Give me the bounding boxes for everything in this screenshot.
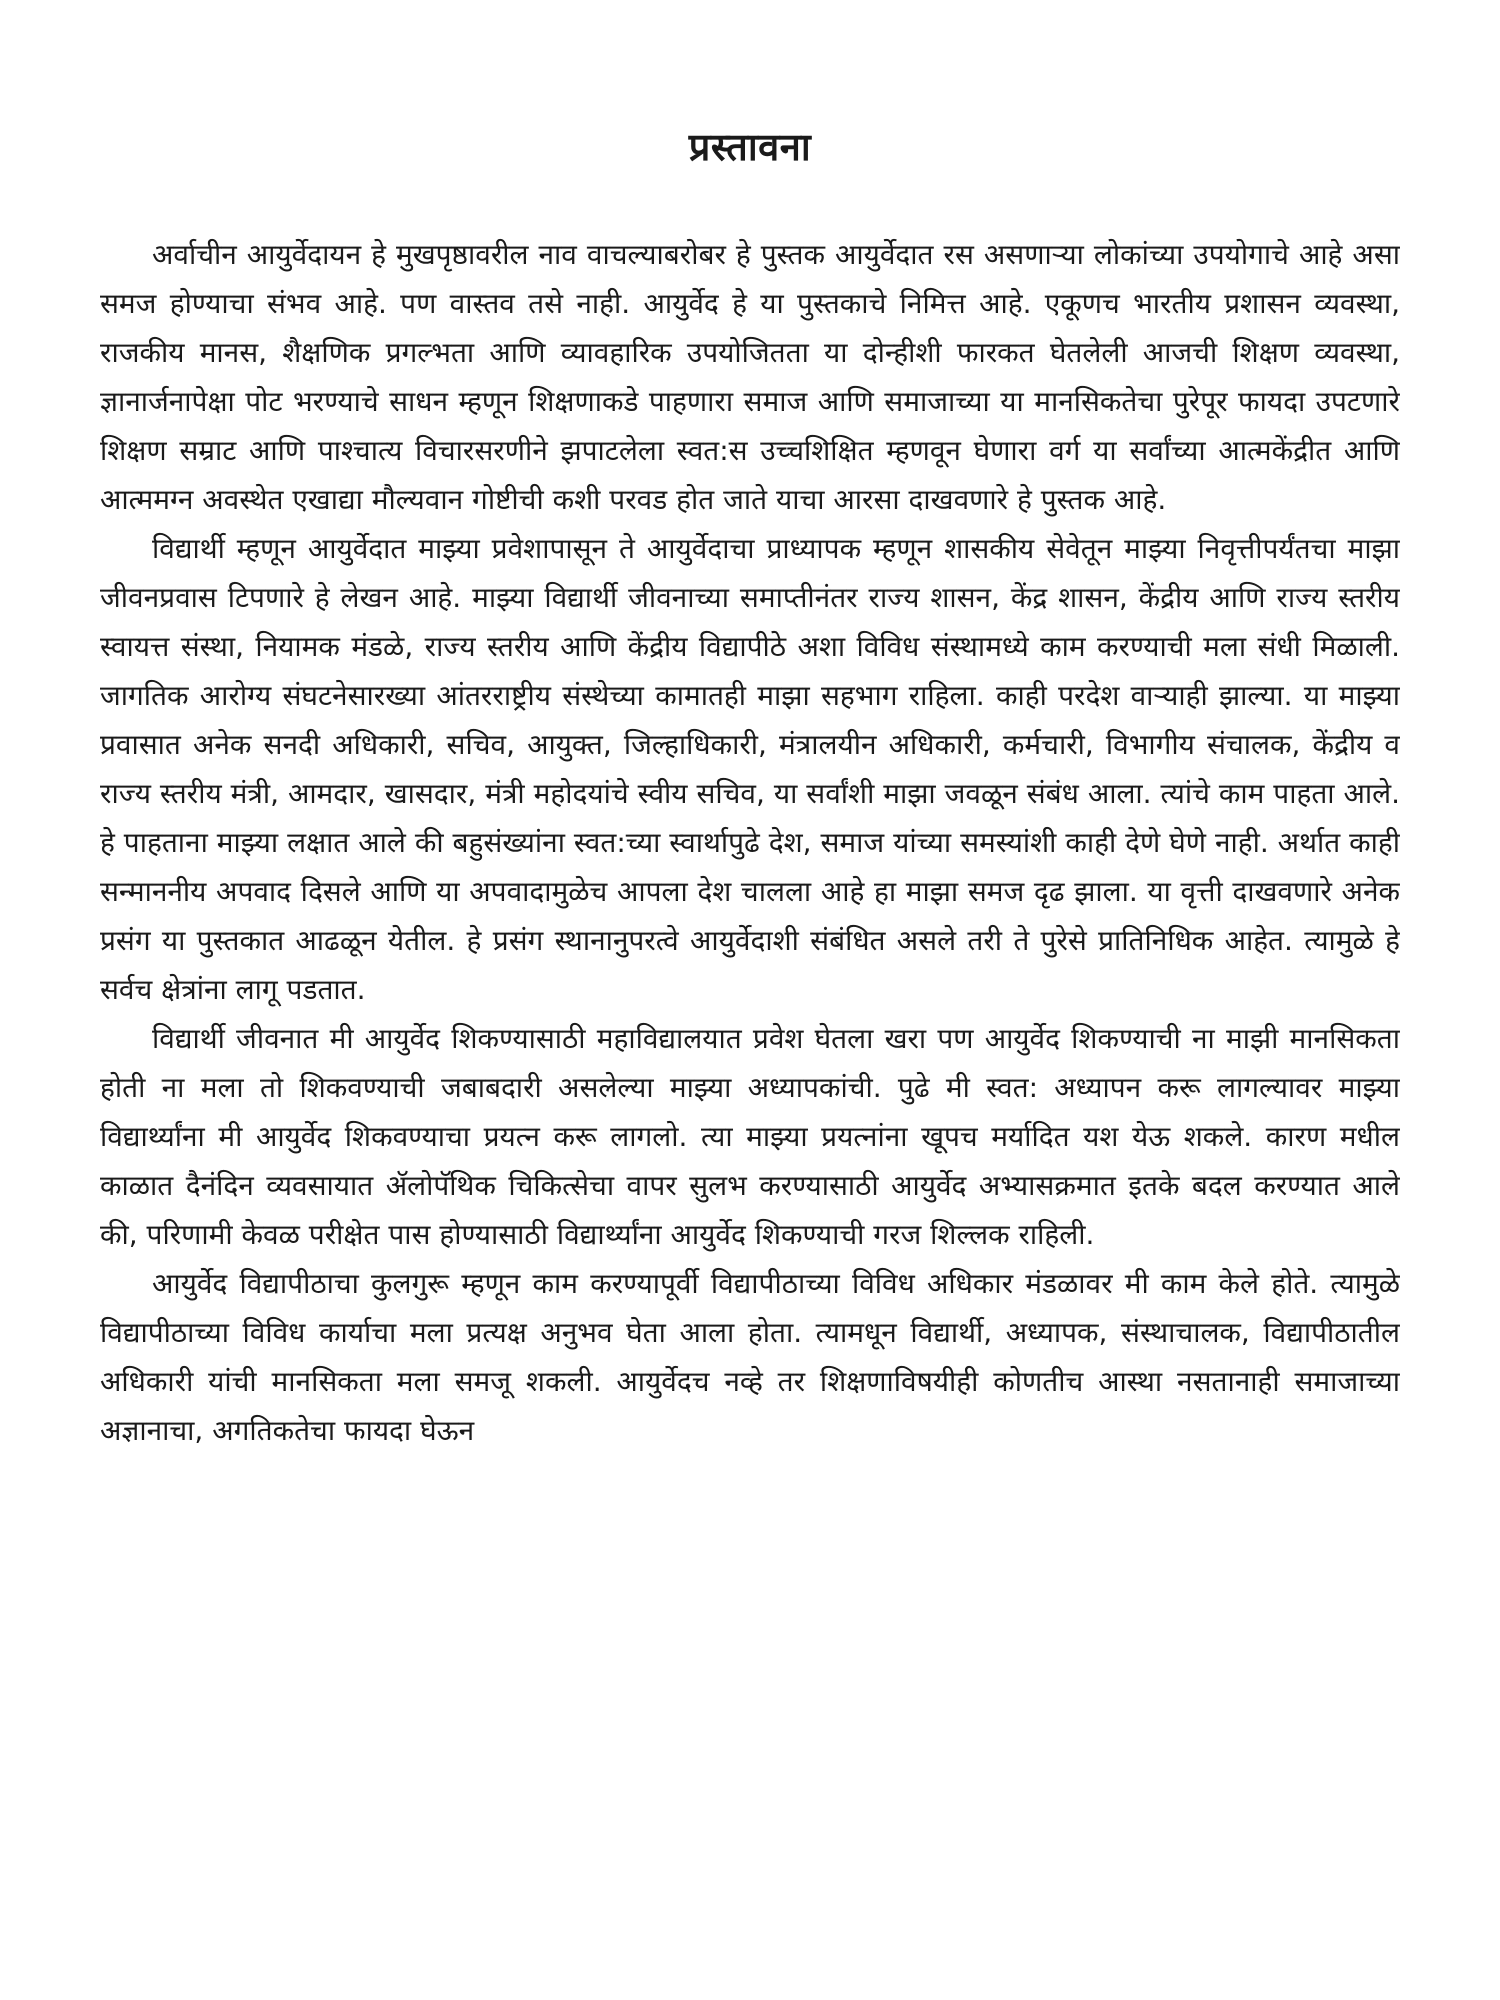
paragraph-3: विद्यार्थी जीवनात मी आयुर्वेद शिकण्यासाठी महाविद्यालयात प्रवेश घेतला खरा पण आयुर्वेद शिकण्याची ना माझी मानसिकता होती ना मला तो शिकवण्याची जबाबदारी असलेल्या माझ्या अध्यापकांची. पुढे मी स्वत: अध्यापन करू लागल्यावर माझ्या विद्यार्थ्यांना मी आयुर्वेद शिकवण्याचा प्रयत्न करू लागलो. त्या माझ्या प्रयत्नांना खूपच मर्यादित यश येऊ शकले. कारण मधील काळात दैनंदिन व्यवसायात ॲलोपॅथिक चिकित्सेचा वापर सुलभ करण्यासाठी आयुर्वेद अभ्यासक्रमात इतके बदल करण्यात आले की, परिणामी केवळ परीक्षेत पास होण्यासाठी विद्यार्थ्यांना आयुर्वेद शिकण्याची गरज शिल्लक राहिली.	[100, 1022, 1400, 1251]
paragraph-2: विद्यार्थी म्हणून आयुर्वेदात माझ्या प्रवेशापासून ते आयुर्वेदाचा प्राध्यापक म्हणून शासकीय सेवेतून माझ्या निवृत्तीपर्यंतचा माझा जीवनप्रवास टिपणारे हे लेखन आहे. माझ्या विद्यार्थी जीवनाच्या समाप्तीनंतर राज्य शासन, केंद्र शासन, केंद्रीय आणि राज्य स्तरीय स्वायत्त संस्था, नियामक मंडळे, राज्य स्तरीय आणि केंद्रीय विद्यापीठे अशा विविध संस्थामध्ये काम करण्याची मला संधी मिळाली. जागतिक आरोग्य संघटनेसारख्या आंतरराष्ट्रीय संस्थेच्या कामातही माझा सहभाग राहिला. काही परदेश वाऱ्याही झाल्या. या माझ्या प्रवासात अनेक सनदी अधिकारी, सचिव, आयुक्त, जिल्हाधिकारी, मंत्रालयीन अधिकारी, कर्मचारी, विभागीय संचालक, केंद्रीय व राज्य स्तरीय मंत्री, आमदार, खासदार, मंत्री महोदयांचे स्वीय सचिव, या सर्वांशी माझा जवळून संबंध आला. त्यांचे काम पाहता आले. हे पाहताना माझ्या लक्षात आले की बहुसंख्यांना स्वत:च्या स्वार्थापुढे देश, समाज यांच्या समस्यांशी काही देणे घेणे नाही. अर्थात काही सन्माननीय अपवाद दिसले आणि या अपवादामुळेच आपला देश चालला आहे हा माझा समज दृढ झाला. या वृत्ती दाखवणारे अनेक प्रसंग या पुस्तकात आढळून येतील. हे प्रसंग स्थानानुपरत्वे आयुर्वेदाशी संबंधित असले तरी ते पुरेसे प्रातिनिधिक आहेत. त्यामुळे हे सर्वच क्षेत्रांना लागू पडतात.	[100, 532, 1400, 1006]
document-page	[100, 120, 1400, 1960]
paragraph-4: आयुर्वेद विद्यापीठाचा कुलगुरू म्हणून काम करण्यापूर्वी विद्यापीठाच्या विविध अधिकार मंडळावर मी काम केले होते. त्यामुळे विद्यापीठाच्या विविध कार्याचा मला प्रत्यक्ष अनुभव घेता आला होता. त्यामधून विद्यार्थी, अध्यापक, संस्थाचालक, विद्यापीठातील अधिकारी यांची मानसिकता मला समजू शकली. आयुर्वेदच नव्हे तर शिक्षणाविषयीही कोणतीच आस्था नसतानाही समाजाच्या अज्ञानाचा, अगतिकतेचा फायदा घेऊन	[100, 1267, 1400, 1447]
paragraph-1: अर्वाचीन आयुर्वेदायन हे मुखपृष्ठावरील नाव वाचल्याबरोबर हे पुस्तक आयुर्वेदात रस असणाऱ्या लोकांच्या उपयोगाचे आहे असा समज होण्याचा संभव आहे. पण वास्तव तसे नाही. आयुर्वेद हे या पुस्तकाचे निमित्त आहे. एकूणच भारतीय प्रशासन व्यवस्था, राजकीय मानस, शैक्षणिक प्रगल्भता आणि व्यावहारिक उपयोजितता या दोन्हीशी फारकत घेतलेली आजची शिक्षण व्यवस्था, ज्ञानार्जनापेक्षा पोट भरण्याचे साधन म्हणून शिक्षणाकडे पाहणारा समाज आणि समाजाच्या या मानसिकतेचा पुरेपूर फायदा उपटणारे शिक्षण सम्राट आणि पाश्चात्य विचारसरणीने झपाटलेला स्वत:स उच्चशिक्षित म्हणवून घेणारा वर्ग या सर्वांच्या आत्मकेंद्रीत आणि आत्ममग्न अवस्थेत एखाद्या मौल्यवान गोष्टीची कशी परवड होत जाते याचा आरसा दाखवणारे हे पुस्तक आहे.	[100, 238, 1400, 516]
page-title: प्रस्तावना	[688, 125, 812, 169]
